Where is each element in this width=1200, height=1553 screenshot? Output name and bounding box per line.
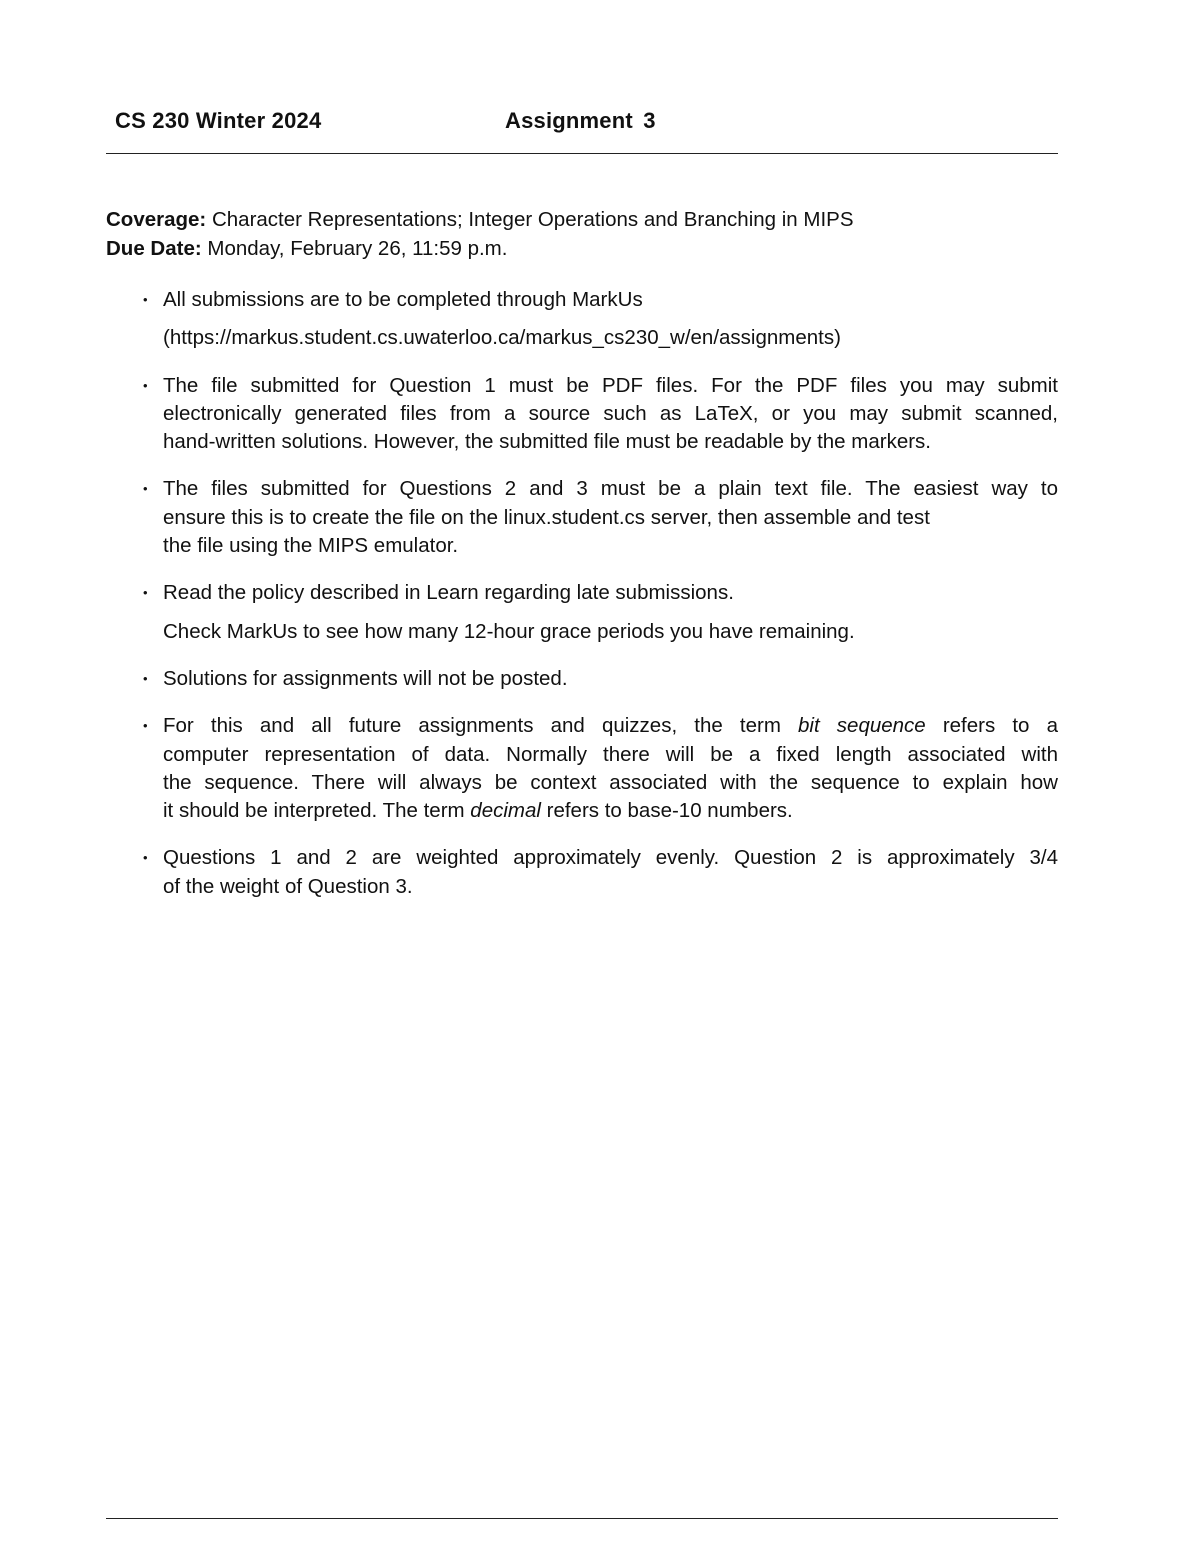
bullet-text: the file using the MIPS emulator. (163, 534, 459, 558)
bullet-text: The files submitted for Questions 2 and 3 must be a plain text file. The easiest way to (163, 477, 1058, 501)
bullet-text: Questions 1 and 2 are weighted approximately evenly. Question 2 is approximately 3/4 (163, 846, 1058, 870)
bullet-text: Check MarkUs to see how many 12-hour grace periods you have remaining. (163, 619, 855, 643)
bullet-text-part: For this and all future assignments and quizzes, the term (163, 714, 799, 738)
bullet-text: the sequence. There will always be context associated with the sequence to explain how (163, 770, 1058, 794)
bullet-icon: • (143, 585, 148, 601)
list-item (106, 712, 1058, 825)
bullet-text: computer representation of data. Normally there will be a fixed length associated with (163, 742, 1058, 766)
list-item (106, 844, 1058, 901)
bullet-text (163, 712, 1058, 740)
course-title: CS 230 Winter 2024 (115, 108, 322, 133)
coverage-label: Coverage: (106, 208, 207, 231)
bullet-text: electronically generated files from a source such as LaTeX, or you may submit scanned, (163, 401, 1058, 425)
bullet-icon: • (143, 850, 148, 866)
bullet-text: ensure this is to create the file on the linux.student.cs server, then assemble and test (163, 505, 930, 529)
footer-divider (106, 1518, 1058, 1519)
bullet-text (163, 797, 1058, 825)
bullet-text-part: refers to base-10 numbers. (540, 799, 793, 823)
due-date-text: Monday, February 26, 11:59 p.m. (207, 237, 508, 260)
due-date-line (106, 234, 854, 263)
assignment-meta (106, 205, 854, 263)
coverage-line (106, 205, 854, 234)
bullet-text: Read the policy described in Learn regarding late submissions. (163, 581, 734, 605)
list-item (106, 665, 1058, 693)
bullet-text-part: refers to a (925, 714, 1058, 738)
bullet-text: hand-written solutions. However, the submitted file must be readable by the markers. (163, 430, 931, 454)
bullet-icon: • (143, 292, 148, 307)
bullet-text: Solutions for assignments will not be posted. (163, 666, 568, 690)
markus-url: (https://markus.student.cs.uwaterloo.ca/markus_cs230_w/en/assignments) (163, 326, 841, 350)
list-item (106, 475, 1058, 560)
bullet-icon: • (143, 377, 148, 393)
bullet-text: The file submitted for Question 1 must be PDF files. For the PDF files you may submit (163, 373, 1058, 397)
bullet-icon: • (143, 670, 148, 686)
list-item (106, 286, 1058, 353)
bullet-icon: • (143, 718, 148, 734)
bullet-icon: • (143, 481, 148, 497)
list-item (106, 579, 1058, 646)
bullet-text-part: it should be interpreted. The term (163, 799, 471, 823)
coverage-text: Character Representations; Integer Operations and Branching in MIPS (211, 208, 854, 231)
term-decimal: decimal (470, 799, 541, 823)
list-item (106, 372, 1058, 457)
bullet-text: of the weight of Question 3. (163, 874, 413, 898)
instructions-list (106, 286, 1058, 920)
due-date-label: Due Date: (106, 237, 202, 260)
bullet-text: All submissions are to be completed through MarkUs (163, 288, 643, 311)
term-bit-sequence: bit sequence (798, 714, 926, 738)
header-divider (106, 153, 1058, 154)
assignment-title: Assignment 3 (505, 108, 656, 133)
